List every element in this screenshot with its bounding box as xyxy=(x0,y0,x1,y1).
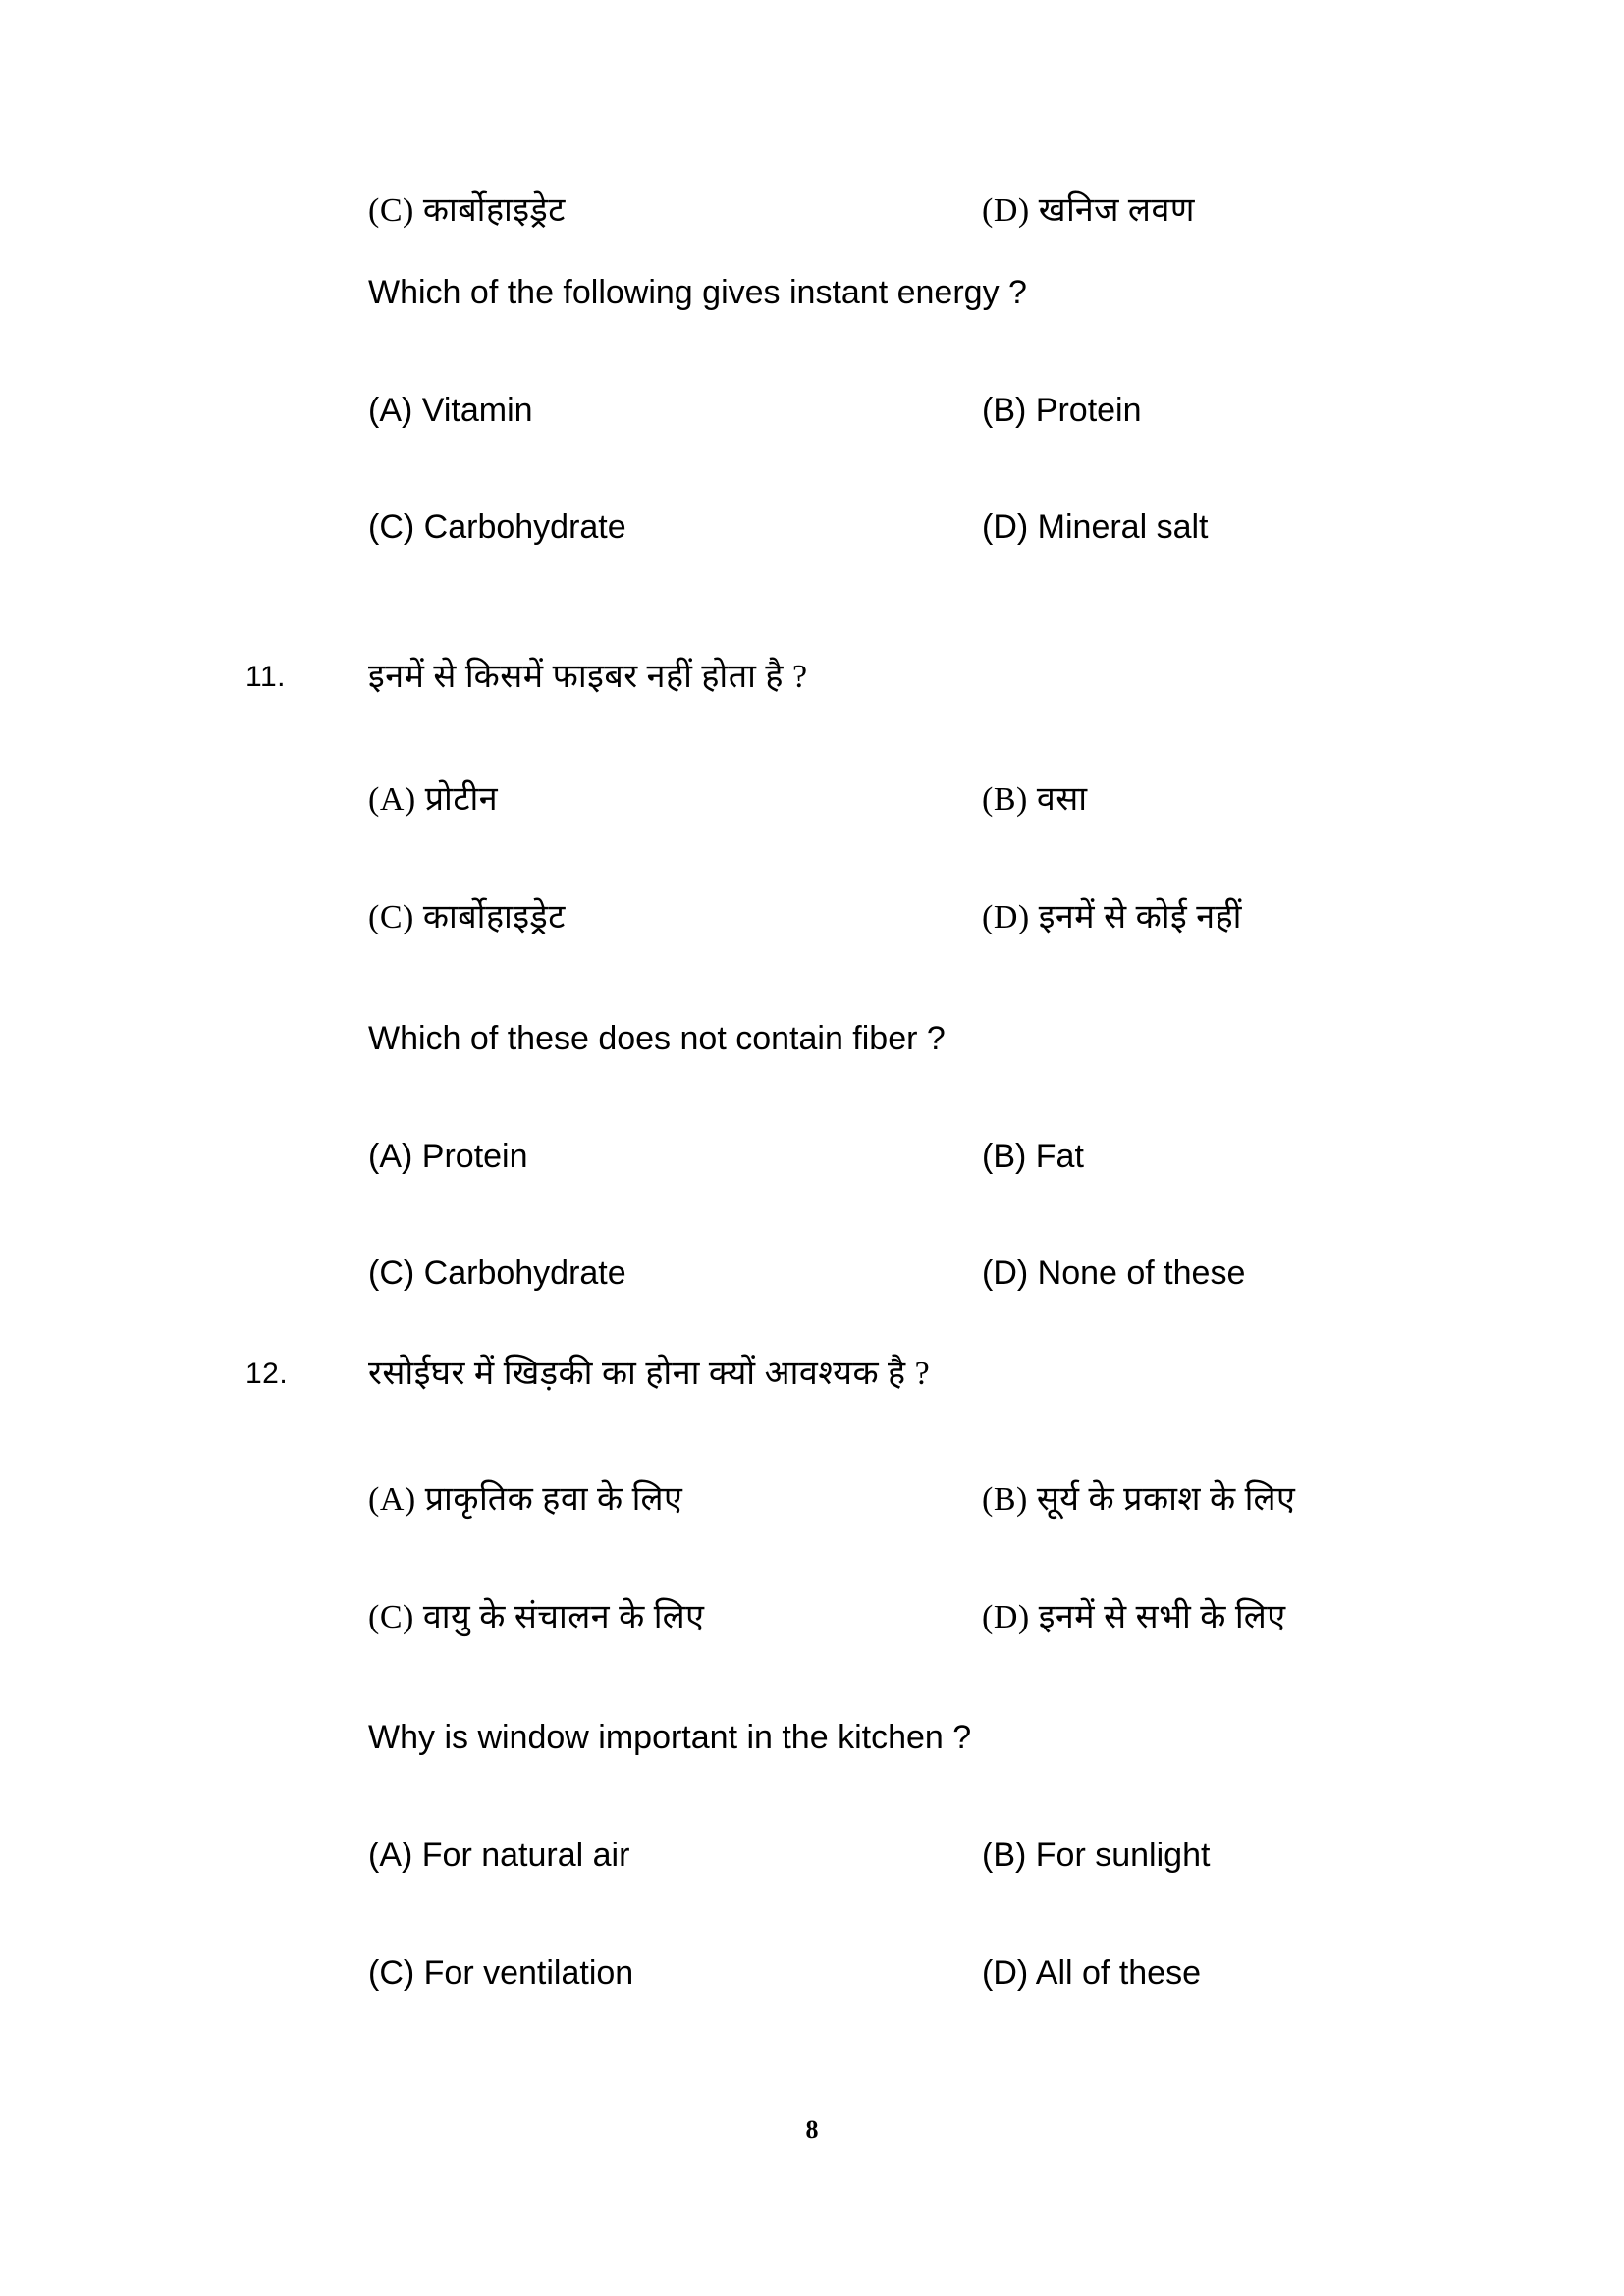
question-line xyxy=(0,659,1624,780)
option-a[interactable] xyxy=(368,1836,629,1876)
option-text: इनमें से कोई नहीं xyxy=(1038,899,1242,935)
option-text: प्रोटीन xyxy=(424,781,499,818)
option-text: वायु के संचालन के लिए xyxy=(422,1599,705,1635)
option-text: खनिज लवण xyxy=(1038,192,1195,229)
option-row xyxy=(0,898,1624,1016)
option-row xyxy=(0,507,1624,625)
statement-line xyxy=(0,273,1624,391)
option-label: (D) xyxy=(982,508,1029,546)
option-text: For ventilation xyxy=(423,1954,634,1992)
option-label: (D) xyxy=(982,899,1030,935)
question-number: 11. xyxy=(245,661,286,693)
option-row xyxy=(0,1953,1624,2071)
option-label: (A) xyxy=(368,1481,416,1518)
option-c[interactable] xyxy=(368,191,566,232)
option-c[interactable] xyxy=(368,1254,626,1294)
option-a[interactable] xyxy=(368,1480,682,1521)
option-row xyxy=(0,780,1624,898)
option-text: Mineral salt xyxy=(1037,508,1209,546)
option-text: Carbohydrate xyxy=(423,1255,626,1292)
option-text: Protein xyxy=(1035,392,1142,429)
option-label: (C) xyxy=(368,899,414,935)
option-b[interactable] xyxy=(982,1137,1084,1177)
page-number: 8 xyxy=(805,2115,819,2144)
option-c[interactable] xyxy=(368,898,566,938)
option-text: वसा xyxy=(1036,781,1088,818)
option-text: For natural air xyxy=(421,1837,630,1874)
option-d[interactable] xyxy=(982,507,1209,548)
option-a[interactable] xyxy=(368,780,498,821)
option-label: (A) xyxy=(368,1138,413,1175)
option-text: For sunlight xyxy=(1035,1837,1211,1874)
option-text: इनमें से सभी के लिए xyxy=(1038,1599,1286,1635)
option-label: (A) xyxy=(368,1837,413,1874)
option-b[interactable] xyxy=(982,780,1088,821)
option-label: (D) xyxy=(982,1954,1029,1992)
option-b[interactable] xyxy=(982,391,1142,431)
option-d[interactable] xyxy=(982,1254,1245,1294)
option-text: कार्बोहाइड्रेट xyxy=(422,192,566,229)
option-label: (C) xyxy=(368,192,414,229)
statement-line xyxy=(0,1019,1624,1137)
option-d[interactable] xyxy=(982,1953,1201,1994)
question-text: Which of the following gives instant energy ? xyxy=(368,274,1027,311)
option-b[interactable] xyxy=(982,1836,1210,1876)
question-line xyxy=(0,1356,1624,1477)
option-label: (C) xyxy=(368,1954,415,1992)
option-row xyxy=(0,391,1624,508)
option-b[interactable] xyxy=(982,1480,1295,1521)
option-row xyxy=(0,1480,1624,1598)
option-label: (C) xyxy=(368,508,415,546)
option-text: Fat xyxy=(1035,1138,1084,1175)
option-text: Protein xyxy=(421,1138,528,1175)
option-row xyxy=(0,1598,1624,1716)
option-label: (C) xyxy=(368,1599,414,1635)
option-a[interactable] xyxy=(368,391,533,431)
question-text: इनमें से किसमें फाइबर नहीं होता है ? xyxy=(368,659,808,695)
option-label: (B) xyxy=(982,1837,1027,1874)
option-text: सूर्य के प्रकाश के लिए xyxy=(1036,1481,1296,1518)
option-row xyxy=(0,1836,1624,1953)
option-label: (D) xyxy=(982,192,1030,229)
option-d[interactable] xyxy=(982,1598,1286,1638)
option-d[interactable] xyxy=(982,898,1242,938)
option-label: (B) xyxy=(982,392,1027,429)
option-label: (D) xyxy=(982,1599,1030,1635)
question-text: रसोईघर में खिड़की का होना क्यों आवश्यक है ? xyxy=(368,1356,931,1392)
option-c[interactable] xyxy=(368,1953,633,1994)
option-label: (C) xyxy=(368,1255,415,1292)
option-text: प्राकृतिक हवा के लिए xyxy=(424,1481,683,1518)
question-text: Which of these does not contain fiber ? xyxy=(368,1020,946,1057)
option-d[interactable] xyxy=(982,191,1195,232)
option-text: Vitamin xyxy=(421,392,533,429)
option-label: (B) xyxy=(982,1481,1028,1518)
option-text: All of these xyxy=(1035,1954,1201,1992)
option-label: (B) xyxy=(982,781,1028,818)
option-label: (D) xyxy=(982,1255,1029,1292)
option-a[interactable] xyxy=(368,1137,528,1177)
option-c[interactable] xyxy=(368,1598,704,1638)
option-row xyxy=(0,1137,1624,1255)
option-label: (A) xyxy=(368,781,416,818)
statement-line xyxy=(0,1718,1624,1836)
option-text: Carbohydrate xyxy=(423,508,626,546)
option-c[interactable] xyxy=(368,507,626,548)
option-label: (A) xyxy=(368,392,413,429)
option-text: कार्बोहाइड्रेट xyxy=(422,899,566,935)
question-number: 12. xyxy=(245,1358,289,1390)
option-text: None of these xyxy=(1037,1255,1246,1292)
question-text: Why is window important in the kitchen ? xyxy=(368,1719,972,1756)
option-label: (B) xyxy=(982,1138,1027,1175)
